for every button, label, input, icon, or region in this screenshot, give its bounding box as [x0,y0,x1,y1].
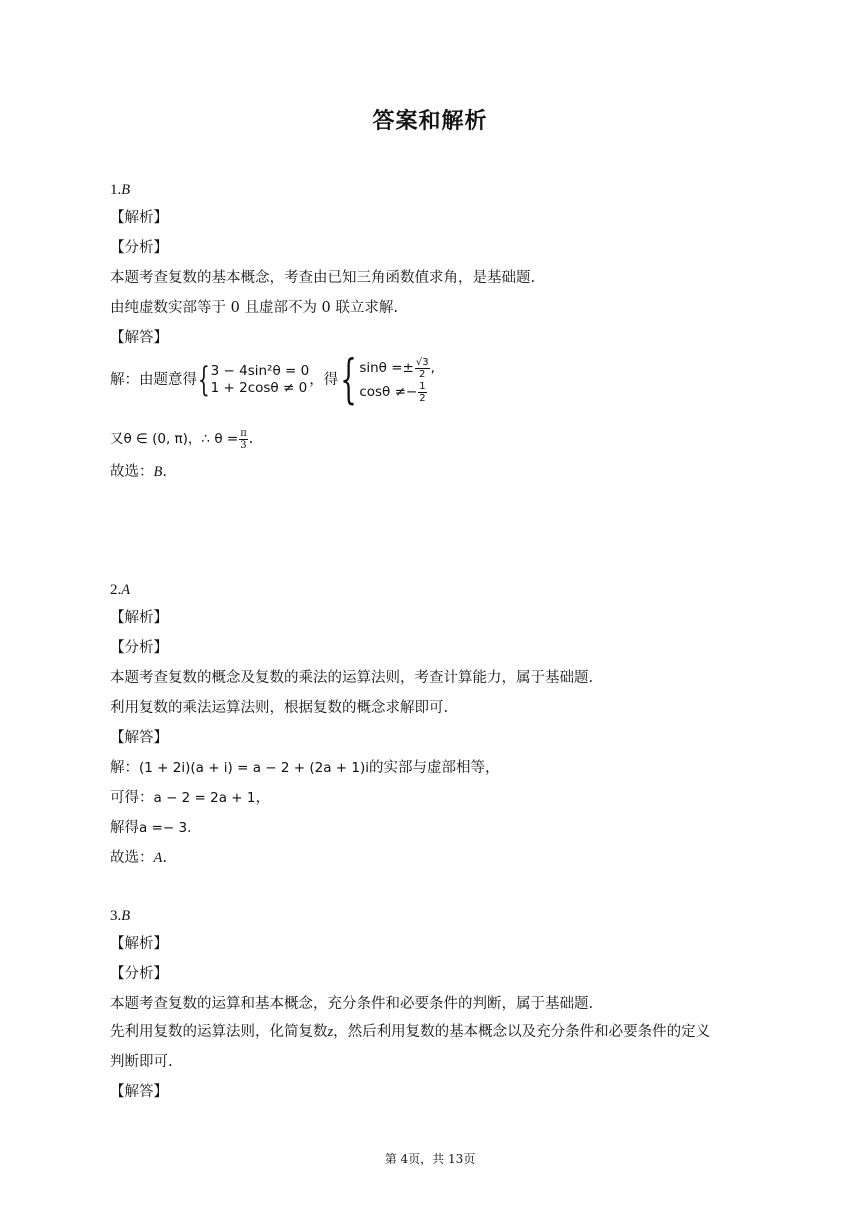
q2-analysis-2: 利用复数的乘法运算法则，根据复数的概念求解即可. [110,700,449,716]
q1-sys2-row1-text: sinθ =± [359,360,414,376]
frac-denominator: 2 [419,392,426,404]
q2-line3 [110,818,191,838]
q1-system-1 [211,363,310,397]
q1-sys1-row1: 3 − 4sin²θ = 0 [210,363,310,379]
q3-tag-fenxi: 【分析】 [110,966,168,982]
q2-choice: A [153,850,163,866]
q1-tag-jiexi: 【解析】 [110,210,168,226]
q1-tag-jieda: 【解答】 [110,330,168,346]
q1-sys2-row1-end: , [430,360,435,376]
q3-analysis-var: z [327,1024,334,1040]
q2-sol-suffix: 的实部与虚部相等， [368,760,500,776]
q2-analysis-1: 本题考查复数的概念及复数的乘法的运算法则，考查计算能力，属于基础题. [110,670,594,686]
q1-sol-mid: ，得 [309,372,339,388]
q3-analysis-3: 判断即可. [110,1054,173,1070]
q2-line2-prefix: 可得： [110,790,154,806]
q1-sys2-row1 [359,356,435,380]
q1-analysis-2: 由纯虚数实部等于 0 且虚部不为 0 联立求解. [110,300,398,316]
q2-choice-end: . [162,850,167,866]
q2-tag-fenxi: 【分析】 [110,640,168,656]
q3-analysis-2a: 先利用复数的运算法则，化简复数 [110,1024,328,1040]
q1-theta-end: . [248,431,254,447]
q1-theta-text: 又θ ∈ (0, π)，∴ θ = [110,431,239,447]
q1-choice-prefix: 故选： [110,464,154,480]
q3-tag-jiexi: 【解析】 [110,936,168,952]
q2-sol-prefix: 解： [110,760,139,776]
q1-sol-prefix: 解：由题意得 [110,372,197,388]
q1-number: 1. [110,182,122,198]
q3-analysis-2 [110,1022,710,1042]
q1-analysis-1: 本题考查复数的基本概念，考查由已知三角函数值求角，是基础题. [110,270,536,286]
q2-choice-prefix: 故选： [110,850,154,866]
q1-sys1-row2: 1 + 2cosθ ≠ 0 [210,380,308,396]
frac-denominator: 2 [419,368,426,380]
q2-line3-math: a =− 3. [139,820,192,836]
q1-frac-1-over-2 [418,381,426,404]
q1-frac-sqrt3-over-2 [415,357,430,380]
page-title: 答案和解析 [372,109,488,134]
q2-solution-line [110,758,499,778]
q2-choice-line [110,848,167,868]
q1-choice: B [153,464,163,480]
page-footer: 第 4页，共 13页 [384,1152,476,1166]
q1-header [110,180,130,200]
q3-header [110,906,130,926]
frac-denominator: 3 [240,439,247,451]
q2-number: 2. [110,582,122,598]
q3-answer: B [121,908,131,924]
q1-system-2 [359,356,435,404]
q1-tag-fenxi: 【分析】 [110,240,168,256]
q2-line3-prefix: 解得 [110,820,139,836]
q1-solution-line [110,350,435,410]
q2-line2-math: a − 2 = 2a + 1 [153,790,256,806]
q1-choice-line [110,462,167,482]
q3-tag-jieda: 【解答】 [110,1084,168,1100]
left-brace-icon: { [197,360,210,400]
q1-choice-end: . [162,464,167,480]
q3-number: 3. [110,908,122,924]
q2-line2 [110,788,270,808]
frac-numerator: π [240,427,247,439]
q3-analysis-2b: ，然后利用复数的基本概念以及充分条件和必要条件的定义 [333,1024,711,1040]
q1-answer: B [121,182,131,198]
frac-numerator: 1 [419,380,426,392]
q2-answer: A [121,582,131,598]
q1-sys2-row2 [359,380,435,404]
q2-sol-math: (1 + 2i)(a + i) = a − 2 + (2a + 1)i [139,760,369,776]
frac-numerator: √3 [415,356,429,368]
q3-analysis-1: 本题考查复数的运算和基本概念，充分条件和必要条件的判断，属于基础题. [110,996,594,1012]
q2-tag-jiexi: 【解析】 [110,610,168,626]
q1-theta-line [110,426,253,452]
q1-frac-pi-over-3 [239,428,248,451]
q2-line2-suffix: ， [255,790,270,806]
left-brace-icon: { [340,350,358,410]
q2-header [110,580,130,600]
q1-sys2-row2-text: cosθ ≠− [359,384,418,400]
q2-tag-jieda: 【解答】 [110,730,168,746]
